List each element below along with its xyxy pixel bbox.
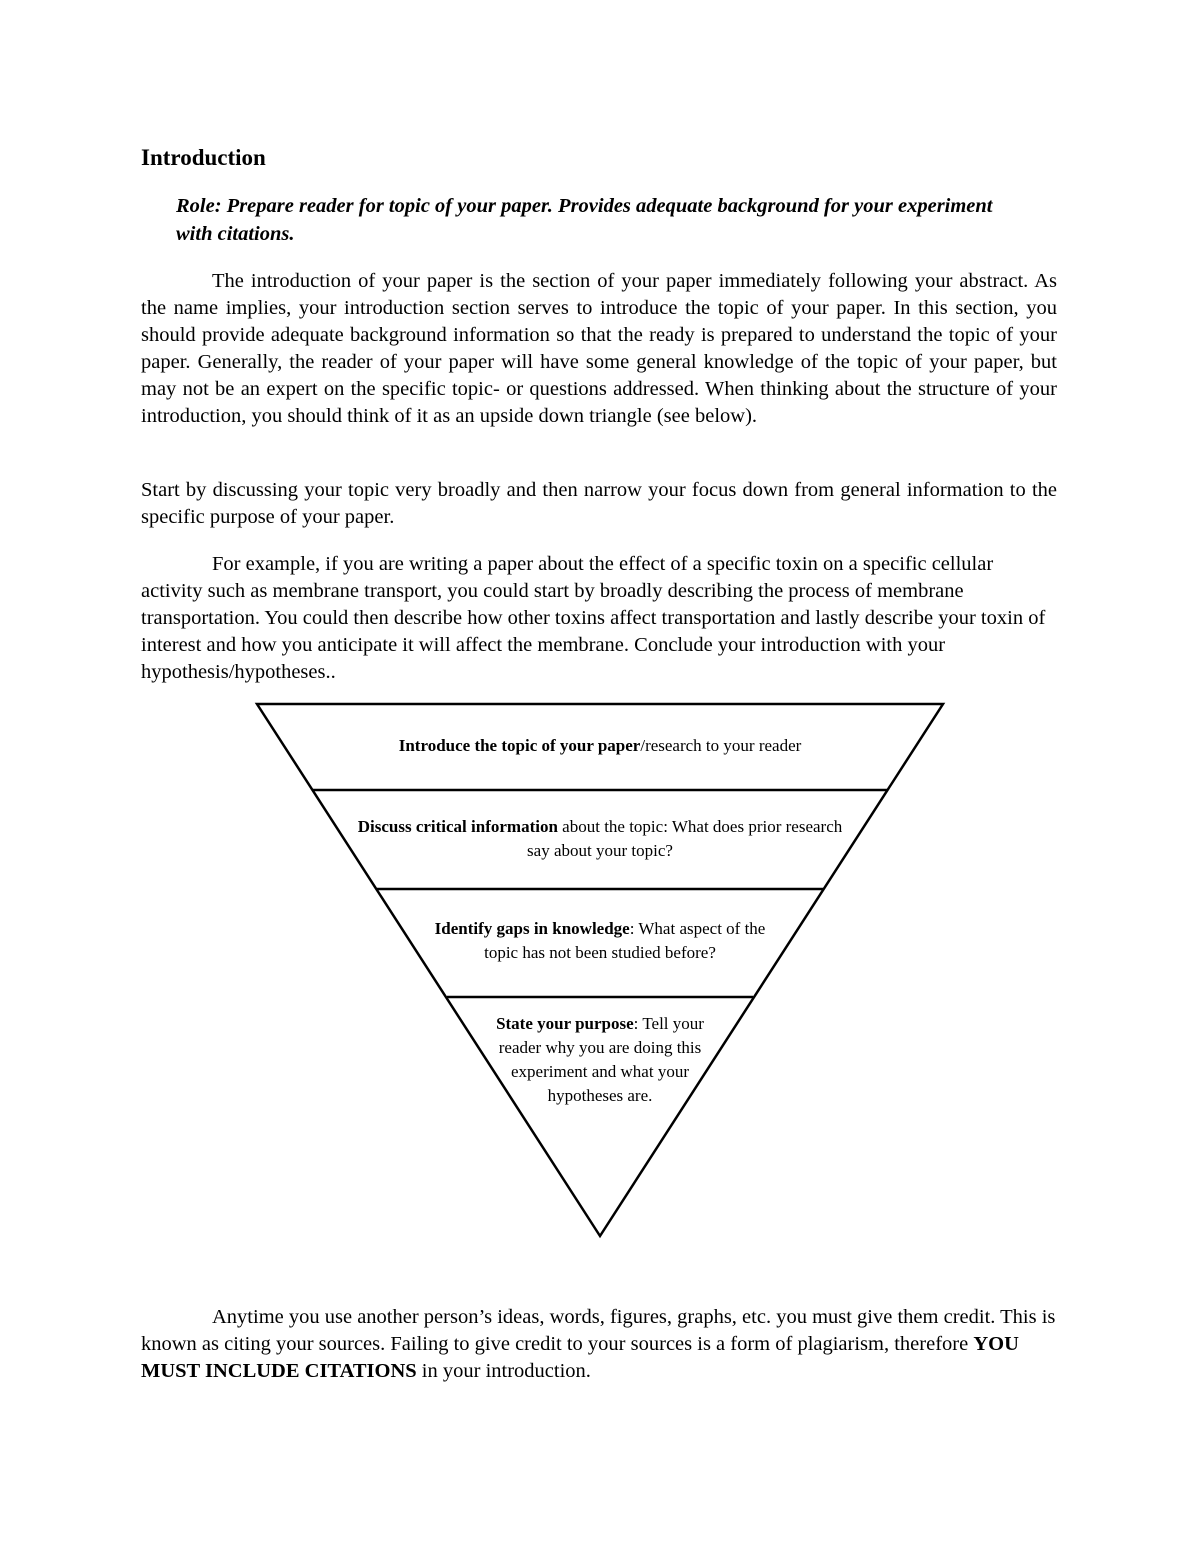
paragraph-citations — [141, 1304, 1057, 1385]
triangle-level-topic-bold: Introduce the topic of your paper — [398, 736, 641, 755]
role-statement: Role: Prepare reader for topic of your paper. Provides adequate background for your experiment with citations. — [176, 195, 993, 245]
triangle-level-gaps — [430, 917, 770, 965]
triangle-level-purpose-rest: : Tell your reader why you are doing this experiment and what your hypotheses are. — [498, 1014, 704, 1105]
triangle-level-critical-info — [350, 815, 850, 863]
triangle-outline — [257, 704, 943, 1236]
citations-emphasis: YOU MUST INCLUDE CITATIONS — [141, 1333, 1019, 1382]
triangle-level-critical-info-rest: about the topic: What does prior research say about your topic? — [527, 817, 843, 860]
citations-text-after: in your introduction. — [421, 1360, 591, 1382]
triangle-level-topic — [290, 734, 910, 758]
triangle-level-purpose-bold: State your purpose — [496, 1014, 634, 1033]
triangle-level-gaps-bold: Identify gaps in knowledge — [434, 919, 630, 938]
triangle-level-critical-info-bold: Discuss critical information — [357, 817, 558, 836]
paragraph-broad-to-specific: Start by discussing your topic very broadly and then narrow your focus down from general information to the specific purpose of your paper. — [141, 479, 1057, 528]
paragraph-intro-definition: The introduction of your paper is the section of your paper immediately following your abstract. As the name implies, your introduction section serves to introduce the topic of your paper. In this section, you should provide adequate background information so that the ready is prepared to understand the topic of your paper. Generally, the reader of your paper will have some general knowledge of the topic of your paper, but may not be an expert on the specific topic- or questions addressed. When thinking about the structure of your introduction, you should think of it as an upside down triangle (see below). — [141, 270, 1057, 427]
section-heading: Introduction — [141, 145, 266, 170]
triangle-level-topic-rest: /research to your reader — [640, 736, 802, 755]
triangle-level-gaps-rest: : What aspect of the topic has not been studied before? — [484, 919, 766, 962]
triangle-level-purpose — [482, 1012, 718, 1108]
paragraph-example: For example, if you are writing a paper about the effect of a specific toxin on a specific cellular activity such as membrane transport, you could start by broadly describing the process of membrane transportation. You could then describe how other toxins affect transportation and lastly describe your toxin of interest and how you anticipate it will affect the membrane. Conclude your introduction with your hypothesis/hypotheses.. — [141, 553, 1046, 683]
citations-text-before: Anytime you use another person’s ideas, words, figures, graphs, etc. you must give them credit. This is known as citing your sources. Failing to give credit to your sources is a form of plagiarism, therefore — [141, 1306, 1056, 1355]
